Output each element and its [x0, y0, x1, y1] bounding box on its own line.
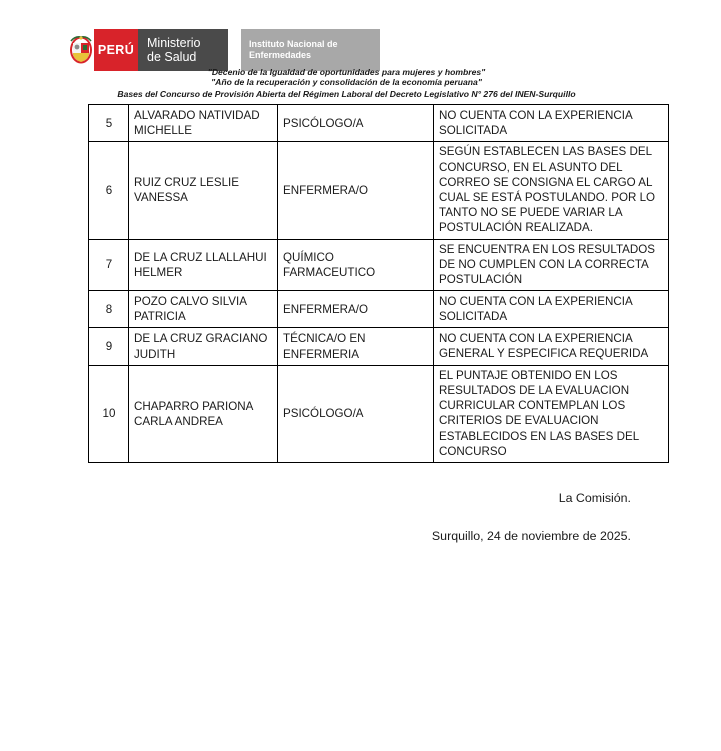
table-row — [89, 328, 669, 365]
table-row — [89, 365, 669, 462]
table-row — [89, 105, 669, 142]
applicant-role: ENFERMERA/O — [278, 291, 434, 328]
institute-line-2: Enfermedades — [249, 50, 312, 60]
table-row — [89, 291, 669, 328]
row-number: 5 — [89, 105, 129, 142]
table-row — [89, 239, 669, 291]
row-number: 8 — [89, 291, 129, 328]
peru-coat-of-arms-icon — [68, 29, 94, 71]
applicant-name: DE LA CRUZ GRACIANO JUDITH — [129, 328, 278, 365]
applicant-role: TÉCNICA/O EN ENFERMERIA — [278, 328, 434, 365]
applicant-name: CHAPARRO PARIONA CARLA ANDREA — [129, 365, 278, 462]
observation-text: SE ENCUENTRA EN LOS RESULTADOS DE NO CUMPLEN CON LA CORRECTA POSTULACIÓN — [434, 239, 669, 291]
applicant-name: POZO CALVO SILVIA PATRICIA — [129, 291, 278, 328]
institutional-logo-band — [68, 29, 380, 71]
applicant-role: ENFERMERA/O — [278, 142, 434, 239]
observation-text: SEGÚN ESTABLECEN LAS BASES DEL CONCURSO, EN EL ASUNTO DEL CORREO SE CONSIGNA EL CARGO AL CUAL SE ESTÁ POSTULANDO. POR LO TANTO NO SE PUEDE VARIAR LA POSTULACIÓN REALIZADA. — [434, 142, 669, 239]
ministry-line-1: Ministerio — [147, 36, 201, 50]
table-row — [89, 142, 669, 239]
applicant-role: QUÍMICO FARMACEUTICO — [278, 239, 434, 291]
ministry-of-health-block — [138, 29, 228, 71]
institute-line-1: Instituto Nacional de — [249, 38, 338, 49]
applicant-observations-table — [88, 104, 669, 463]
observation-text: NO CUENTA CON LA EXPERIENCIA SOLICITADA — [434, 291, 669, 328]
table-body — [89, 105, 669, 463]
peru-brand-block — [94, 29, 138, 71]
observation-text: EL PUNTAJE OBTENIDO EN LOS RESULTADOS DE LA EVALUACION CURRICULAR CONTEMPLAN LOS CRITERIOS DE EVALUACION ESTABLECIDOS EN LAS BASES DEL CONCURSO — [434, 365, 669, 462]
row-number: 10 — [89, 365, 129, 462]
row-number: 9 — [89, 328, 129, 365]
row-number: 6 — [89, 142, 129, 239]
slogan-decade: "Decenio de la Igualdad de oportunidades para mujeres y hombres" — [207, 67, 486, 77]
document-subtitle: Bases del Concurso de Provisión Abierta del Régimen Laboral del Decreto Legislativo N° 276 del INEN-Surquillo — [117, 89, 576, 99]
row-number: 7 — [89, 239, 129, 291]
applicant-role: PSICÓLOGO/A — [278, 105, 434, 142]
commission-signature: La Comisión. — [558, 491, 631, 505]
peru-label: PERÚ — [97, 42, 135, 57]
observation-text: NO CUENTA CON LA EXPERIENCIA SOLICITADA — [434, 105, 669, 142]
applicant-name: RUIZ CRUZ LESLIE VANESSA — [129, 142, 278, 239]
applicant-name: ALVARADO NATIVIDAD MICHELLE — [129, 105, 278, 142]
ministry-line-2: de Salud — [147, 50, 197, 64]
logo-spacer — [228, 29, 241, 71]
applicant-role: PSICÓLOGO/A — [278, 365, 434, 462]
slogan-year: "Año de la recuperación y consolidación de la economía peruana" — [211, 77, 482, 87]
national-institute-block — [241, 29, 380, 71]
observation-text: NO CUENTA CON LA EXPERIENCIA GENERAL Y ESPECIFICA REQUERIDA — [434, 328, 669, 365]
applicant-name: DE LA CRUZ LLALLAHUI HELMER — [129, 239, 278, 291]
place-and-date: Surquillo, 24 de noviembre de 2025. — [431, 529, 631, 543]
